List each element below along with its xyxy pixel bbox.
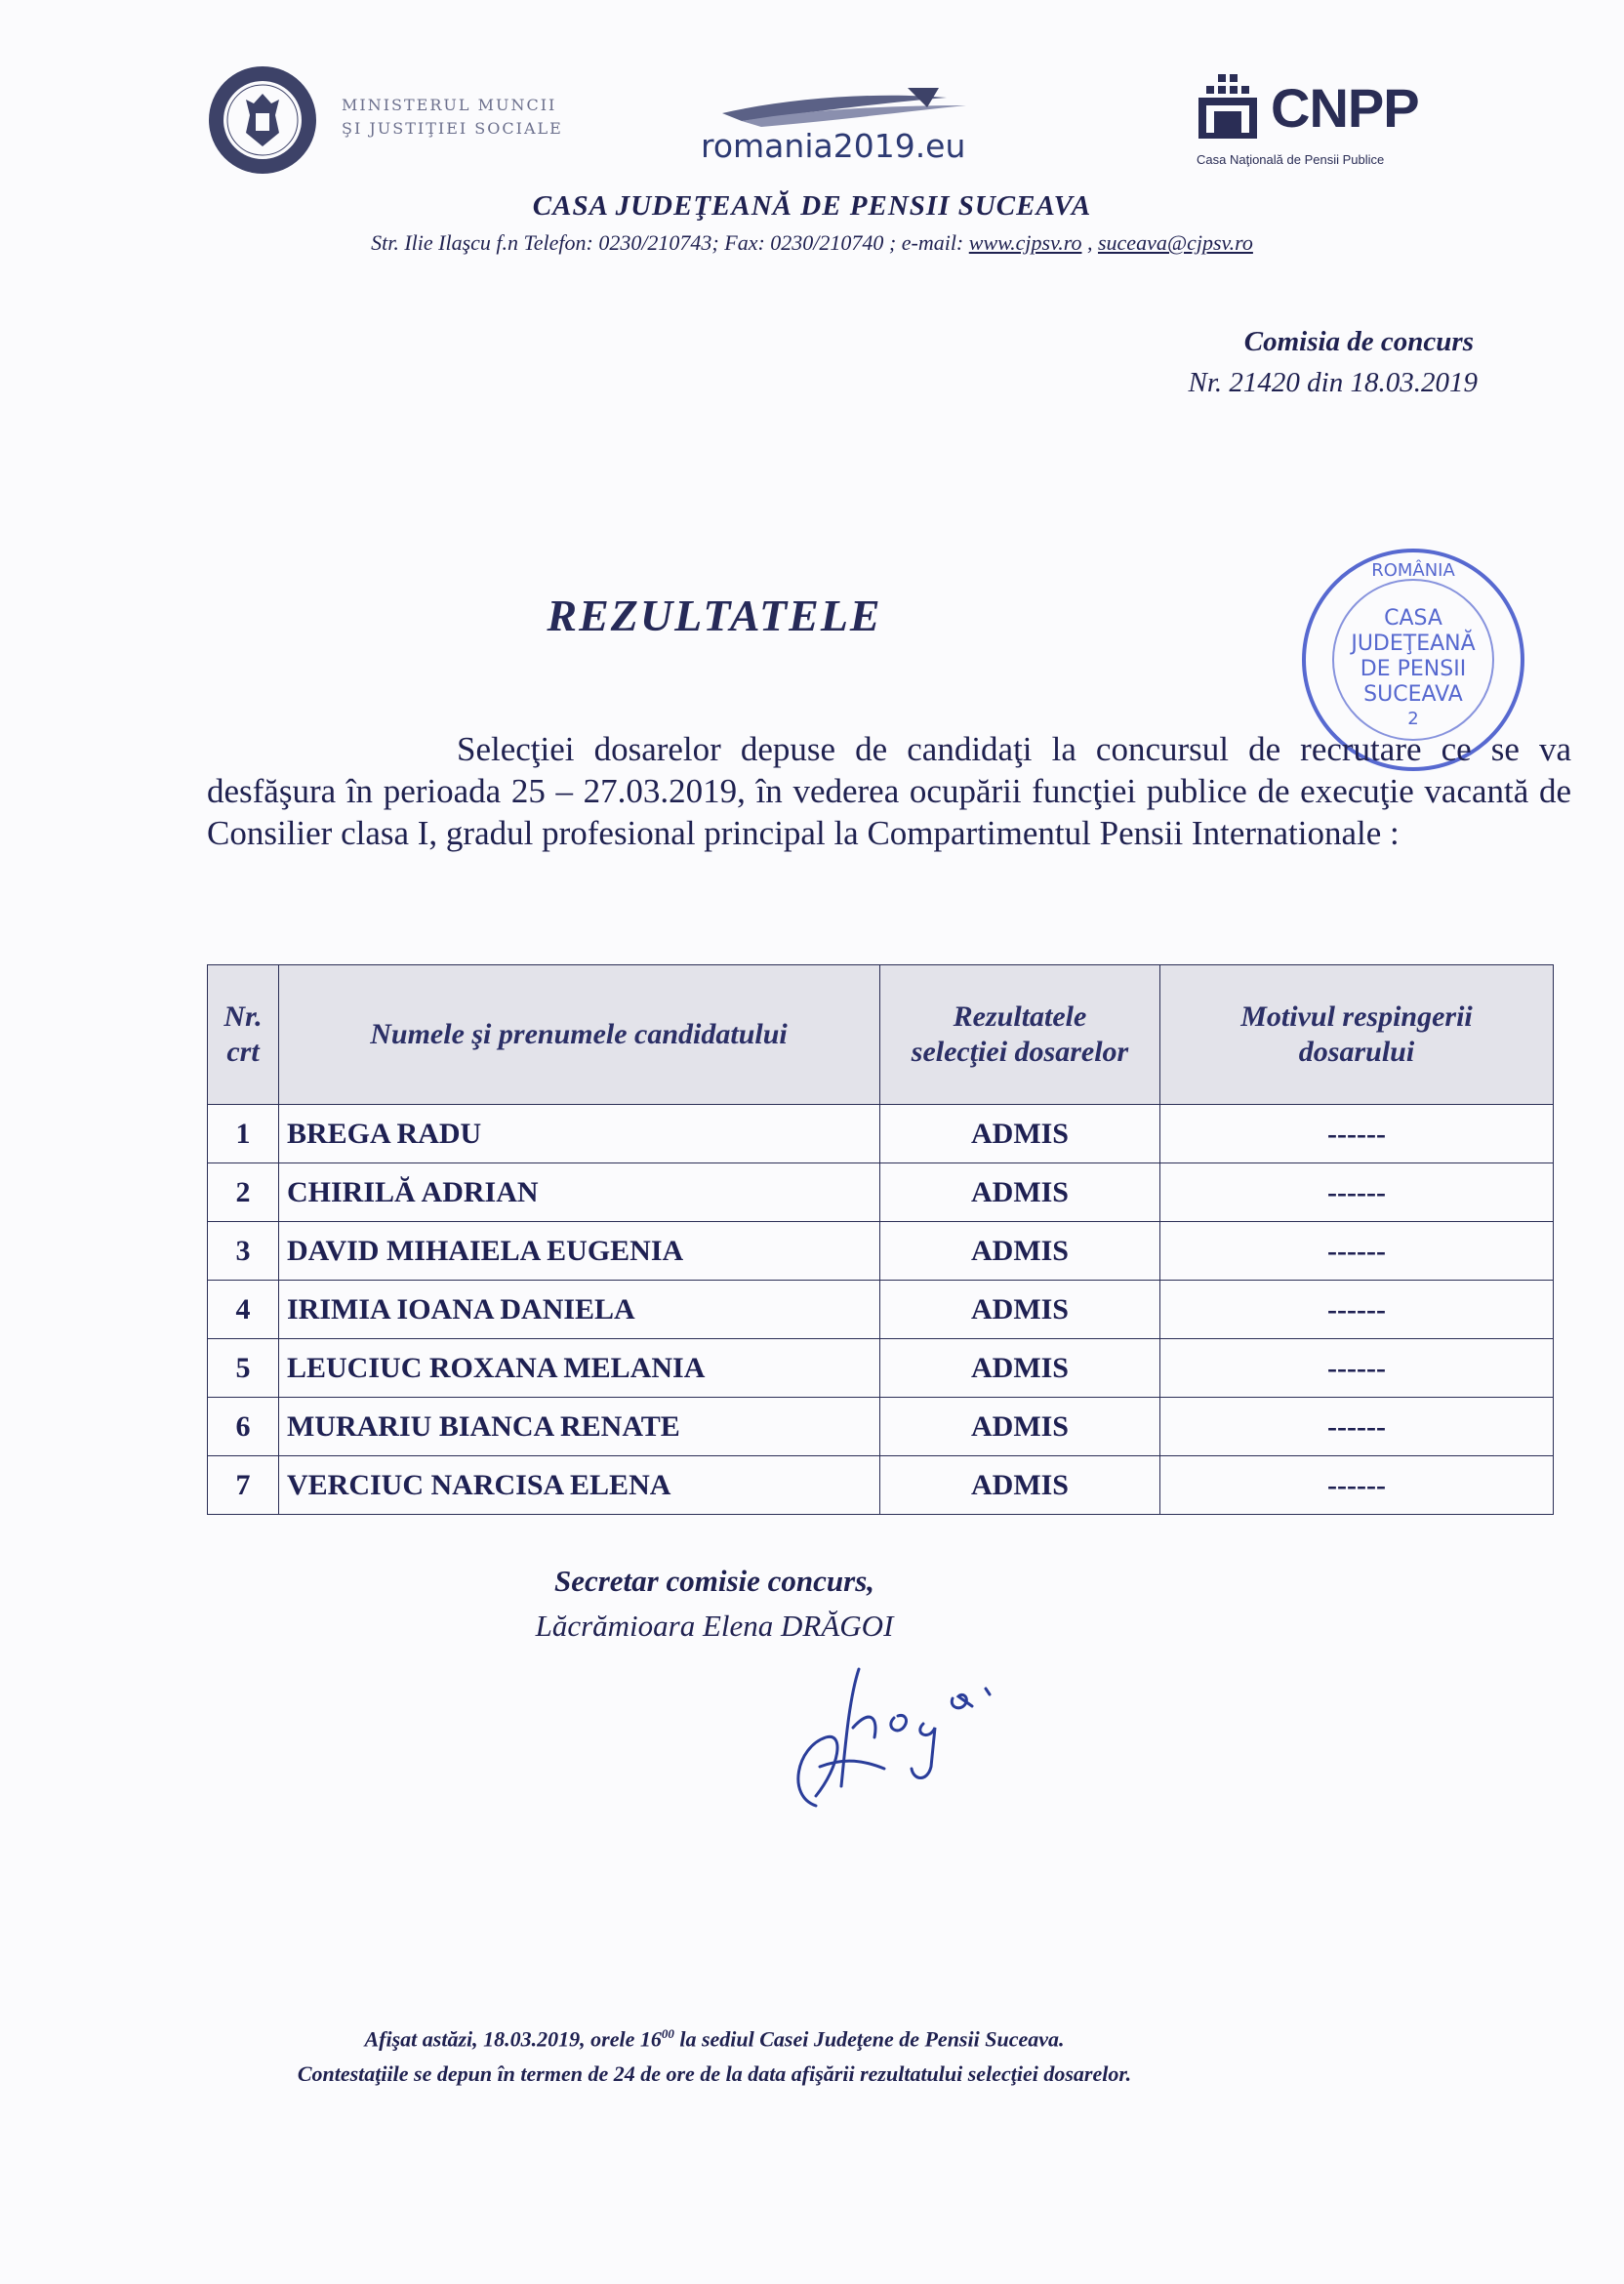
svg-text:JUDEŢEANĂ: JUDEŢEANĂ — [1351, 632, 1476, 656]
cnpp-subtitle: Casa Naţională de Pensii Publice — [1197, 152, 1385, 167]
cell-name: IRIMIA IOANA DANIELA — [279, 1281, 880, 1339]
svg-text:SUCEAVA: SUCEAVA — [1363, 682, 1463, 707]
institution-address — [0, 230, 1624, 256]
cell-name: CHIRILĂ ADRIAN — [279, 1163, 880, 1222]
header-nr: Nr. crt — [208, 965, 279, 1105]
ministry-line2: ŞI JUSTIŢIEI SOCIALE — [342, 119, 563, 138]
cell-name: DAVID MIHAIELA EUGENIA — [279, 1222, 880, 1281]
cell-nr: 7 — [208, 1456, 279, 1515]
cell-reason: ------ — [1160, 1281, 1554, 1339]
cell-name: MURARIU BIANCA RENATE — [279, 1398, 880, 1456]
government-seal-icon — [207, 64, 318, 176]
cell-nr: 4 — [208, 1281, 279, 1339]
cell-name: LEUCIUC ROXANA MELANIA — [279, 1339, 880, 1398]
address-separator: , — [1081, 230, 1098, 255]
ministry-line1: MINISTERUL MUNCII — [342, 96, 557, 114]
posting-prefix: Afişat astăzi, 18.03.2019, orele 16 — [364, 2026, 662, 2052]
website-link[interactable]: www.cjpsv.ro — [968, 230, 1082, 255]
table-row — [208, 1105, 1554, 1163]
address-text: Str. Ilie Ilaşcu f.n Telefon: 0230/210743; Fax: 0230/210740 ; e-mail: — [371, 230, 969, 255]
reference-title: Comisia de concurs — [1243, 326, 1474, 357]
cell-result: ADMIS — [880, 1339, 1160, 1398]
cell-reason: ------ — [1160, 1222, 1554, 1281]
header-name: Numele şi prenumele candidatului — [279, 965, 880, 1105]
table-row — [208, 1456, 1554, 1515]
table-header-row — [208, 965, 1554, 1105]
cell-result: ADMIS — [880, 1456, 1160, 1515]
svg-text:DE PENSII: DE PENSII — [1360, 657, 1467, 681]
table-row — [208, 1222, 1554, 1281]
signatory-role: Secretar comisie concurs, — [553, 1564, 875, 1598]
header-result: Rezultatele selecţiei dosarelor — [880, 965, 1160, 1105]
cell-reason: ------ — [1160, 1339, 1554, 1398]
cell-nr: 1 — [208, 1105, 279, 1163]
cnpp-logo-text: CNPP — [1271, 77, 1419, 139]
email-link[interactable]: suceava@cjpsv.ro — [1097, 230, 1253, 255]
signatory-name: Lăcrămioara Elena DRĂGOI — [535, 1609, 894, 1643]
cell-result: ADMIS — [880, 1222, 1160, 1281]
cell-nr: 2 — [208, 1163, 279, 1222]
cell-result: ADMIS — [880, 1398, 1160, 1456]
cell-result: ADMIS — [880, 1105, 1160, 1163]
table-row — [208, 1281, 1554, 1339]
cell-nr: 6 — [208, 1398, 279, 1456]
intro-text: Selecţiei dosarelor depuse de candidaţi la concursul de recrutare ce se va desfăşura în perioada 25 – 27.03.2019, în vederea ocupării funcţiei publice de execuţie vacantă de Consilier clasa I, gradul profesional principal la Compartimentul Pensii Internationale : — [207, 730, 1571, 852]
header-reason: Motivul respingerii dosarului — [1160, 965, 1554, 1105]
cell-name: VERCIUC NARCISA ELENA — [279, 1456, 880, 1515]
ministry-name — [342, 94, 563, 141]
cell-nr: 3 — [208, 1222, 279, 1281]
cell-result: ADMIS — [880, 1281, 1160, 1339]
intro-paragraph — [207, 728, 1571, 854]
posting-note — [0, 2026, 1526, 2052]
appeals-note: Contestaţiile se depun în termen de 24 de ore de la data afişării rezultatului selecţiei dosarelor. — [297, 2061, 1132, 2086]
cell-reason: ------ — [1160, 1163, 1554, 1222]
table-row — [208, 1163, 1554, 1222]
handwritten-signature-icon — [777, 1659, 1031, 1815]
posting-hour-sup: 00 — [661, 2026, 674, 2041]
institution-name: CASA JUDEŢEANĂ DE PENSII SUCEAVA — [532, 190, 1092, 222]
cell-name: BREGA RADU — [279, 1105, 880, 1163]
cell-reason: ------ — [1160, 1398, 1554, 1456]
cell-result: ADMIS — [880, 1163, 1160, 1222]
reference-number: Nr. 21420 din 18.03.2019 — [1188, 367, 1478, 398]
table-row — [208, 1339, 1554, 1398]
cell-nr: 5 — [208, 1339, 279, 1398]
cell-reason: ------ — [1160, 1105, 1554, 1163]
svg-text:2: 2 — [1407, 709, 1419, 729]
cnpp-logo-icon — [1197, 72, 1259, 141]
svg-text:CASA: CASA — [1384, 606, 1442, 631]
cell-reason: ------ — [1160, 1456, 1554, 1515]
document-title: REZULTATELE — [547, 591, 882, 640]
posting-suffix: la sediul Casei Judeţene de Pensii Suceava. — [673, 2026, 1065, 2052]
results-table — [207, 964, 1554, 1515]
table-row — [208, 1398, 1554, 1456]
svg-text:ROMÂNIA: ROMÂNIA — [1371, 560, 1455, 581]
romania2019-logo-text: romania2019.eu — [701, 127, 966, 165]
